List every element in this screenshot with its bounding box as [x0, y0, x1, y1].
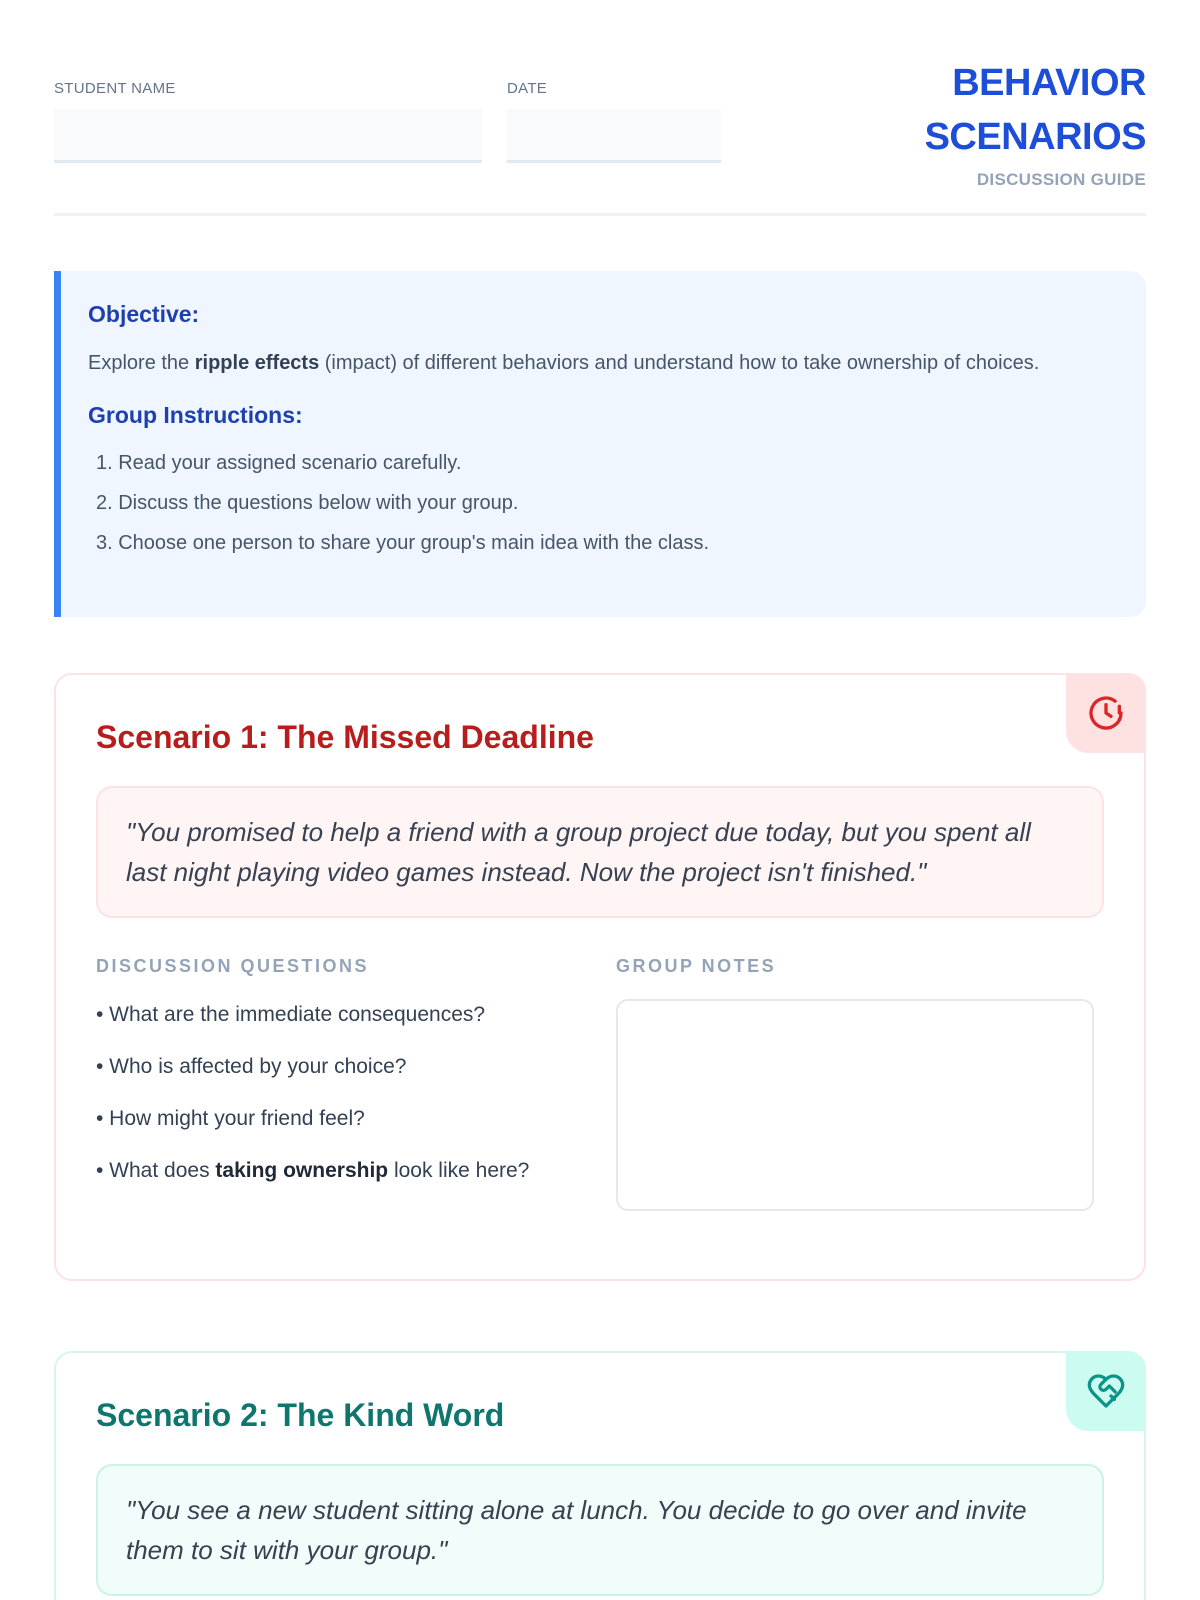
date-field-group [507, 80, 721, 163]
question-item [96, 1155, 536, 1187]
student-name-input[interactable] [54, 109, 482, 163]
objective-text-start: Explore the [88, 352, 195, 374]
scenario-2-title: Scenario 2: The Kind Word [96, 1397, 505, 1433]
clock-alert-icon [1066, 673, 1146, 753]
objective-heading: Objective: [88, 301, 200, 327]
question-4-end: look like here? [388, 1159, 530, 1182]
scenario-1-quote: "You promised to help a friend with a group project due today, but you spent all last night playing video games instead. Now the project isn't finished." [96, 786, 1104, 918]
group-notes-column [616, 956, 1094, 1216]
scenario-card-2 [54, 1351, 1146, 1600]
instruction-item: 1. Read your assigned scenario carefully. [96, 452, 462, 474]
objective-text-emphasis: ripple effects [194, 352, 320, 374]
page-title-line-1: BEHAVIOR [952, 62, 1146, 104]
page-title-line-2: SCENARIOS [924, 116, 1146, 158]
instruction-item: 3. Choose one person to share your group's main idea with the class. [96, 532, 710, 554]
question-4-emphasis: taking ownership [215, 1159, 389, 1182]
instruction-item: 2. Discuss the questions below with your group. [96, 492, 519, 514]
worksheet-header [54, 0, 1146, 216]
group-notes-input[interactable] [616, 999, 1094, 1211]
title-block [925, 56, 1146, 190]
date-label: DATE [507, 80, 548, 97]
instructions-list [88, 443, 1120, 563]
date-input[interactable] [507, 109, 721, 163]
question-4-start: • What does [96, 1159, 216, 1182]
discussion-questions-label: DISCUSSION QUESTIONS [96, 956, 370, 976]
scenario-2-quote: "You see a new student sitting alone at lunch. You decide to go over and invite them to sit with your group." [96, 1464, 1104, 1596]
scenario-1-title: Scenario 1: The Missed Deadline [96, 719, 594, 755]
group-notes-label: GROUP NOTES [616, 956, 777, 976]
objective-text-end: (impact) of different behaviors and understand how to take ownership of choices. [319, 352, 1040, 374]
page-subtitle: DISCUSSION GUIDE [976, 170, 1146, 189]
scenario-1-columns [96, 956, 1104, 1256]
instructions-heading: Group Instructions: [88, 402, 303, 428]
objective-text [88, 346, 1120, 380]
student-name-field-group [54, 80, 482, 163]
question-item: • How might your friend feel? [96, 1107, 365, 1130]
objective-box [54, 271, 1146, 617]
scenario-card-1 [54, 673, 1146, 1281]
student-name-label: STUDENT NAME [54, 80, 176, 97]
heart-handshake-icon [1066, 1351, 1146, 1431]
question-item: • What are the immediate consequences? [96, 1003, 486, 1026]
question-item: • Who is affected by your choice? [96, 1055, 407, 1078]
discussion-questions-column [96, 956, 536, 1207]
discussion-questions-list [96, 999, 536, 1187]
